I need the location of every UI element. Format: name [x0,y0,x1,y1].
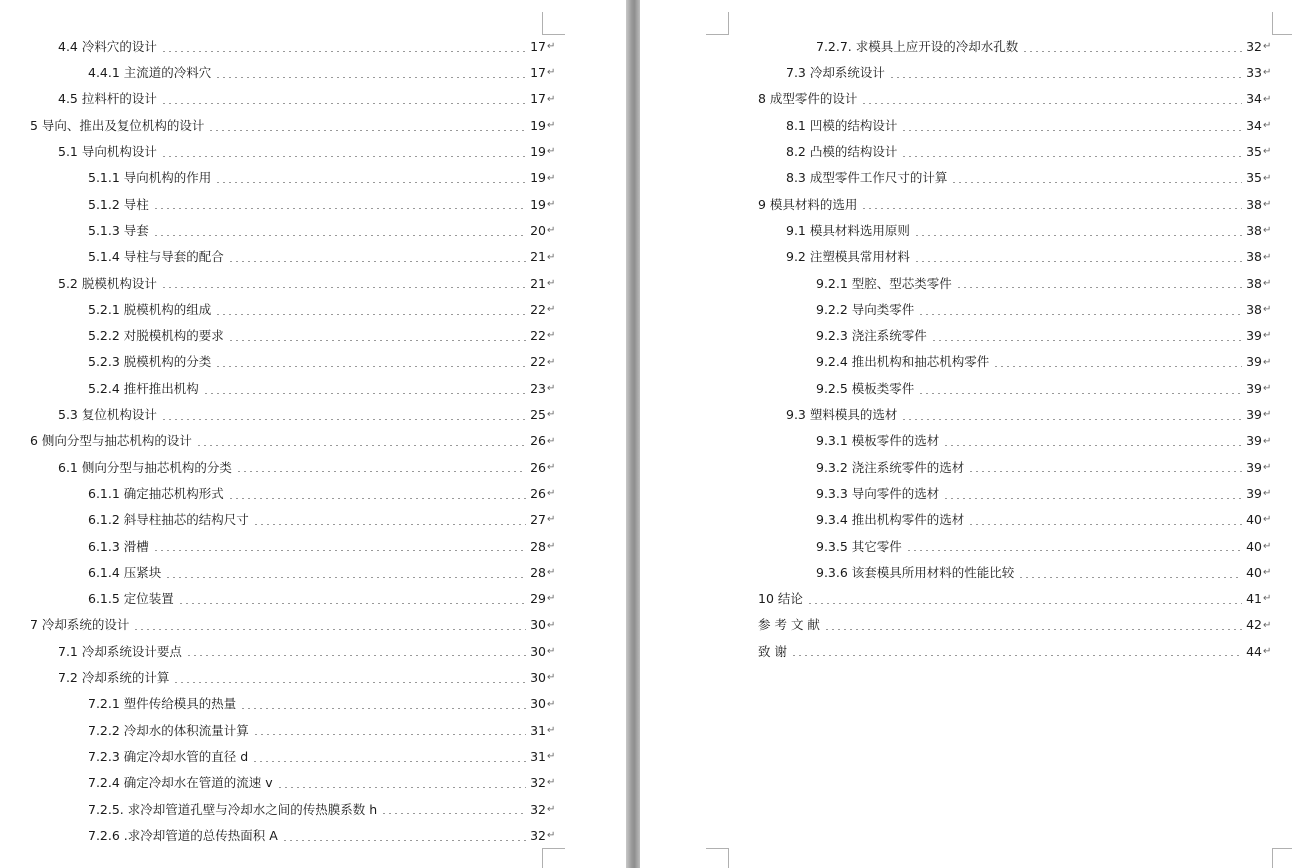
toc-entry[interactable] [640,113,1292,139]
toc-entry[interactable] [0,297,626,323]
dot-leader [901,419,1242,420]
paragraph-mark-icon: ↵ [547,67,556,79]
toc-entry-title: 9.2.4 推出机构和抽芯机构零件 [816,354,990,370]
toc-entry[interactable] [640,428,1292,454]
document-page-left [0,0,626,868]
toc-entry-title: 9.1 模具材料选用原则 [786,222,910,238]
toc-entry-title: 7.2.7. 求模具上应开设的冷却水孔数 [816,38,1019,54]
toc-entry[interactable] [0,665,626,691]
dot-leader [968,471,1242,472]
toc-entry[interactable] [640,87,1292,113]
dot-leader [252,761,526,762]
toc-entry-title: 9.3.2 浇注系统零件的选材 [816,459,965,475]
paragraph-mark-icon: ↵ [1263,514,1272,526]
toc-entry-page-number: 21 [530,249,546,265]
page-corner-mark [706,848,729,868]
toc-entry[interactable] [0,744,626,770]
dot-leader [215,182,526,183]
toc-entry[interactable] [0,376,626,402]
document-page-right [640,0,1292,868]
toc-entry[interactable] [640,244,1292,270]
toc-entry-page-number: 38 [1246,275,1262,291]
paragraph-mark-icon: ↵ [547,567,556,579]
toc-entry-title: 5.1.2 导柱 [88,196,149,212]
toc-entry-page-number: 19 [530,144,546,160]
toc-entry[interactable] [640,34,1292,60]
toc-entry[interactable] [0,323,626,349]
paragraph-mark-icon: ↵ [1263,67,1272,79]
toc-entry-title: 6.1.5 定位装置 [88,591,174,607]
paragraph-mark-icon: ↵ [547,645,556,657]
toc-entry-page-number: 41 [1246,591,1262,607]
toc-entry-title: 7.3 冷却系统设计 [786,65,885,81]
toc-entry-page-number: 34 [1246,91,1262,107]
paragraph-mark-icon: ↵ [1263,540,1272,552]
toc-entry-title: 9.3.4 推出机构零件的选材 [816,512,965,528]
paragraph-mark-icon: ↵ [547,330,556,342]
toc-entry-page-number: 33 [1246,65,1262,81]
paragraph-mark-icon: ↵ [547,435,556,447]
dot-leader [914,261,1242,262]
toc-entry-page-number: 39 [1246,328,1262,344]
toc-entry[interactable] [0,87,626,113]
dot-leader [918,393,1242,394]
table-of-contents-left [0,34,626,849]
dot-leader [253,524,526,525]
dot-leader [165,577,526,578]
paragraph-mark-icon: ↵ [1263,461,1272,473]
dot-leader [161,51,526,52]
paragraph-mark-icon: ↵ [1263,435,1272,447]
dot-leader [918,314,1242,315]
toc-entry[interactable] [640,297,1292,323]
paragraph-mark-icon: ↵ [547,93,556,105]
dot-leader [943,498,1242,499]
dot-leader [133,629,526,630]
toc-entry-title: 5.1.3 导套 [88,222,149,238]
toc-entry-title: 9.3 塑料模具的选材 [786,407,898,423]
toc-entry-title: 9.2.1 型腔、型芯类零件 [816,275,952,291]
toc-entry-title: 4.5 拉料杆的设计 [58,91,157,107]
toc-entry-title: 5.3 复位机构设计 [58,407,157,423]
toc-entry-page-number: 28 [530,538,546,554]
paragraph-mark-icon: ↵ [1263,120,1272,132]
page-corner-mark [1272,12,1292,35]
toc-entry-page-number: 44 [1246,643,1262,659]
paragraph-mark-icon: ↵ [547,777,556,789]
toc-entry-title: 10 结论 [758,591,803,607]
dot-leader [282,840,526,841]
toc-entry-page-number: 26 [530,485,546,501]
dot-leader [914,235,1242,236]
toc-entry-title: 8.1 凹模的结构设计 [786,117,898,133]
toc-entry[interactable] [640,455,1292,481]
paragraph-mark-icon: ↵ [1263,567,1272,579]
toc-entry-title: 7.2.5. 求冷却管道孔壁与冷却水之间的传热膜系数 h [88,801,378,817]
toc-entry-page-number: 30 [530,696,546,712]
dot-leader [153,550,526,551]
dot-leader [906,550,1242,551]
paragraph-mark-icon: ↵ [1263,251,1272,263]
toc-entry[interactable] [640,165,1292,191]
toc-entry[interactable] [0,586,626,612]
toc-entry-page-number: 30 [530,617,546,633]
dot-leader [161,419,526,420]
paragraph-mark-icon: ↵ [547,356,556,368]
paragraph-mark-icon: ↵ [1263,488,1272,500]
paragraph-mark-icon: ↵ [1263,619,1272,631]
table-of-contents-right [640,34,1292,665]
toc-entry-page-number: 38 [1246,249,1262,265]
toc-entry[interactable] [640,271,1292,297]
dot-leader [215,77,526,78]
page-corner-mark [706,12,729,35]
dot-leader [186,655,526,656]
toc-entry-page-number: 31 [530,722,546,738]
toc-entry-title: 5.1.4 导柱与导套的配合 [88,249,224,265]
toc-entry[interactable] [0,507,626,533]
toc-entry-title: 5.2 脱模机构设计 [58,275,157,291]
paragraph-mark-icon: ↵ [1263,356,1272,368]
toc-entry[interactable] [0,613,626,639]
paragraph-mark-icon: ↵ [1263,225,1272,237]
toc-entry-title: 5.2.4 推杆推出机构 [88,380,199,396]
paragraph-mark-icon: ↵ [547,619,556,631]
paragraph-mark-icon: ↵ [1263,198,1272,210]
toc-entry-page-number: 17 [530,65,546,81]
page-corner-mark [1272,848,1292,868]
toc-entry-title: 7.2.4 确定冷却水在管道的流速 v [88,775,273,791]
toc-entry-page-number: 19 [530,117,546,133]
paragraph-mark-icon: ↵ [1263,277,1272,289]
toc-entry[interactable] [0,691,626,717]
dot-leader [178,603,526,604]
toc-entry-page-number: 38 [1246,196,1262,212]
toc-entry[interactable] [640,481,1292,507]
toc-entry[interactable] [640,613,1292,639]
toc-entry[interactable] [0,455,626,481]
dot-leader [240,708,526,709]
toc-entry-page-number: 30 [530,670,546,686]
toc-entry-title: 参 考 文 献 [758,617,820,633]
dot-leader [253,734,526,735]
dot-leader [861,208,1242,209]
toc-entry[interactable] [0,770,626,796]
paragraph-mark-icon: ↵ [547,724,556,736]
dot-leader [901,130,1242,131]
dot-leader [861,103,1242,104]
toc-entry-title: 9.3.6 该套模具所用材料的性能比较 [816,564,1015,580]
dot-leader [791,655,1242,656]
dot-leader [901,156,1242,157]
paragraph-mark-icon: ↵ [547,120,556,132]
paragraph-mark-icon: ↵ [547,593,556,605]
toc-entry-title: 4.4 冷料穴的设计 [58,38,157,54]
toc-entry[interactable] [0,271,626,297]
dot-leader [993,366,1242,367]
toc-entry-title: 8 成型零件的设计 [758,91,858,107]
toc-entry[interactable] [0,60,626,86]
toc-entry[interactable] [0,165,626,191]
toc-entry[interactable] [0,244,626,270]
toc-entry-title: 5 导向、推出及复位机构的设计 [30,117,205,133]
toc-entry-page-number: 22 [530,301,546,317]
paragraph-mark-icon: ↵ [547,803,556,815]
toc-entry-title: 致 谢 [758,643,787,659]
toc-entry-page-number: 17 [530,38,546,54]
toc-entry-title: 5.2.2 对脱模机构的要求 [88,328,224,344]
toc-entry-title: 6.1.4 压紧块 [88,564,162,580]
toc-entry[interactable] [0,823,626,849]
toc-entry[interactable] [0,639,626,665]
toc-entry-title: 5.2.3 脱模机构的分类 [88,354,212,370]
paragraph-mark-icon: ↵ [547,225,556,237]
toc-entry-page-number: 25 [530,407,546,423]
toc-entry-page-number: 32 [530,827,546,843]
paragraph-mark-icon: ↵ [1263,172,1272,184]
paragraph-mark-icon: ↵ [547,540,556,552]
toc-entry-title: 9.2.5 模板类零件 [816,380,915,396]
toc-entry[interactable] [640,192,1292,218]
toc-entry-page-number: 39 [1246,354,1262,370]
dot-leader [153,208,526,209]
paragraph-mark-icon: ↵ [547,41,556,53]
toc-entry-title: 9.3.1 模板零件的选材 [816,433,940,449]
toc-entry-page-number: 26 [530,433,546,449]
toc-entry-page-number: 28 [530,564,546,580]
dot-leader [824,629,1242,630]
paragraph-mark-icon: ↵ [547,304,556,316]
dot-leader [1018,577,1242,578]
toc-entry[interactable] [0,113,626,139]
toc-entry-page-number: 29 [530,591,546,607]
paragraph-mark-icon: ↵ [547,251,556,263]
toc-entry[interactable] [640,402,1292,428]
toc-entry-page-number: 35 [1246,170,1262,186]
dot-leader [228,261,526,262]
toc-entry[interactable] [0,560,626,586]
paragraph-mark-icon: ↵ [1263,304,1272,316]
paragraph-mark-icon: ↵ [1263,146,1272,158]
toc-entry-page-number: 42 [1246,617,1262,633]
toc-entry[interactable] [640,350,1292,376]
toc-entry-page-number: 34 [1246,117,1262,133]
dot-leader [228,340,526,341]
dot-leader [1022,51,1242,52]
toc-entry-title: 6.1.2 斜导柱抽芯的结构尺寸 [88,512,249,528]
dot-leader [228,498,526,499]
toc-entry-title: 7.2.1 塑件传给模具的热量 [88,696,237,712]
dot-leader [196,445,526,446]
paragraph-mark-icon: ↵ [1263,409,1272,421]
paragraph-mark-icon: ↵ [1263,593,1272,605]
toc-entry[interactable] [0,34,626,60]
toc-entry-page-number: 39 [1246,380,1262,396]
dot-leader [161,287,526,288]
toc-entry-page-number: 32 [1246,38,1262,54]
page-separator [626,0,640,868]
dot-leader [968,524,1242,525]
toc-entry[interactable] [0,139,626,165]
toc-entry[interactable] [640,60,1292,86]
paragraph-mark-icon: ↵ [1263,645,1272,657]
paragraph-mark-icon: ↵ [547,409,556,421]
toc-entry-page-number: 17 [530,91,546,107]
toc-entry-title: 8.2 凸模的结构设计 [786,144,898,160]
toc-entry-page-number: 39 [1246,407,1262,423]
toc-entry-page-number: 19 [530,196,546,212]
toc-entry[interactable] [0,350,626,376]
toc-entry-title: 5.1 导向机构设计 [58,144,157,160]
toc-entry-title: 9.2.3 浇注系统零件 [816,328,927,344]
toc-entry-title: 6.1.3 滑槽 [88,538,149,554]
toc-entry-page-number: 38 [1246,301,1262,317]
toc-entry-title: 4.4.1 主流道的冷料穴 [88,65,212,81]
toc-entry[interactable] [640,560,1292,586]
dot-leader [931,340,1242,341]
paragraph-mark-icon: ↵ [547,146,556,158]
dot-leader [215,366,526,367]
paragraph-mark-icon: ↵ [1263,41,1272,53]
toc-entry[interactable] [0,797,626,823]
toc-entry[interactable] [0,402,626,428]
toc-entry[interactable] [640,639,1292,665]
toc-entry-page-number: 32 [530,801,546,817]
dot-leader [956,287,1242,288]
dot-leader [807,603,1242,604]
paragraph-mark-icon: ↵ [547,751,556,763]
paragraph-mark-icon: ↵ [547,277,556,289]
toc-entry-page-number: 39 [1246,433,1262,449]
dot-leader [161,103,526,104]
dot-leader [153,235,526,236]
toc-entry-title: 7 冷却系统的设计 [30,617,130,633]
paragraph-mark-icon: ↵ [1263,383,1272,394]
toc-entry-page-number: 27 [530,512,546,528]
toc-entry-title: 9.3.5 其它零件 [816,538,902,554]
page-corner-mark [542,12,565,35]
paragraph-mark-icon: ↵ [547,830,556,842]
toc-entry-title: 8.3 成型零件工作尺寸的计算 [786,170,948,186]
paragraph-mark-icon: ↵ [547,461,556,473]
toc-entry-page-number: 40 [1246,512,1262,528]
paragraph-mark-icon: ↵ [547,172,556,184]
toc-entry-title: 7.2.3 确定冷却水管的直径 d [88,748,249,764]
dot-leader [215,314,526,315]
dot-leader [208,130,526,131]
toc-entry-page-number: 40 [1246,564,1262,580]
paragraph-mark-icon: ↵ [1263,93,1272,105]
dot-leader [381,813,526,814]
toc-entry[interactable] [0,718,626,744]
toc-entry[interactable] [640,139,1292,165]
toc-entry-title: 6 侧向分型与抽芯机构的设计 [30,433,192,449]
toc-entry-title: 5.1.1 导向机构的作用 [88,170,212,186]
toc-entry-title: 6.1 侧向分型与抽芯机构的分类 [58,459,232,475]
toc-entry-page-number: 35 [1246,144,1262,160]
toc-entry[interactable] [0,481,626,507]
toc-entry-page-number: 21 [530,275,546,291]
toc-entry-page-number: 39 [1246,459,1262,475]
toc-entry[interactable] [640,507,1292,533]
toc-entry-page-number: 20 [530,222,546,238]
dot-leader [236,471,526,472]
toc-entry-title: 9.3.3 导向零件的选材 [816,485,940,501]
toc-entry[interactable] [640,586,1292,612]
toc-entry-page-number: 26 [530,459,546,475]
toc-entry-title: 7.2.6 .求冷却管道的总传热面积 A [88,827,278,843]
paragraph-mark-icon: ↵ [547,698,556,710]
toc-entry-page-number: 19 [530,170,546,186]
toc-entry[interactable] [0,534,626,560]
toc-entry-page-number: 32 [530,775,546,791]
paragraph-mark-icon: ↵ [547,198,556,210]
dot-leader [277,787,526,788]
paragraph-mark-icon: ↵ [547,672,556,684]
toc-entry-page-number: 23 [530,380,546,396]
dot-leader [173,682,526,683]
dot-leader [203,393,526,394]
toc-entry-page-number: 38 [1246,222,1262,238]
toc-entry[interactable] [640,534,1292,560]
dot-leader [943,445,1242,446]
toc-entry[interactable] [0,428,626,454]
toc-entry-title: 5.2.1 脱模机构的组成 [88,301,212,317]
dot-leader [889,77,1242,78]
page-corner-mark [542,848,565,868]
dot-leader [161,156,526,157]
toc-entry-title: 9.2.2 导向类零件 [816,301,915,317]
dot-leader [951,182,1242,183]
paragraph-mark-icon: ↵ [1263,330,1272,342]
toc-entry-title: 6.1.1 确定抽芯机构形式 [88,485,224,501]
toc-entry-page-number: 31 [530,748,546,764]
toc-entry-title: 7.2 冷却系统的计算 [58,670,170,686]
toc-entry[interactable] [640,323,1292,349]
toc-entry[interactable] [640,218,1292,244]
toc-entry-title: 9.2 注塑模具常用材料 [786,249,910,265]
toc-entry-page-number: 40 [1246,538,1262,554]
paragraph-mark-icon: ↵ [547,383,556,394]
toc-entry-title: 7.1 冷却系统设计要点 [58,643,182,659]
toc-entry-page-number: 39 [1246,485,1262,501]
toc-entry[interactable] [0,192,626,218]
paragraph-mark-icon: ↵ [547,514,556,526]
toc-entry-title: 7.2.2 冷却水的体积流量计算 [88,722,249,738]
toc-entry-title: 9 模具材料的选用 [758,196,858,212]
toc-entry-page-number: 22 [530,354,546,370]
toc-entry-page-number: 30 [530,643,546,659]
toc-entry[interactable] [640,376,1292,402]
toc-entry[interactable] [0,218,626,244]
paragraph-mark-icon: ↵ [547,488,556,500]
toc-entry-page-number: 22 [530,328,546,344]
